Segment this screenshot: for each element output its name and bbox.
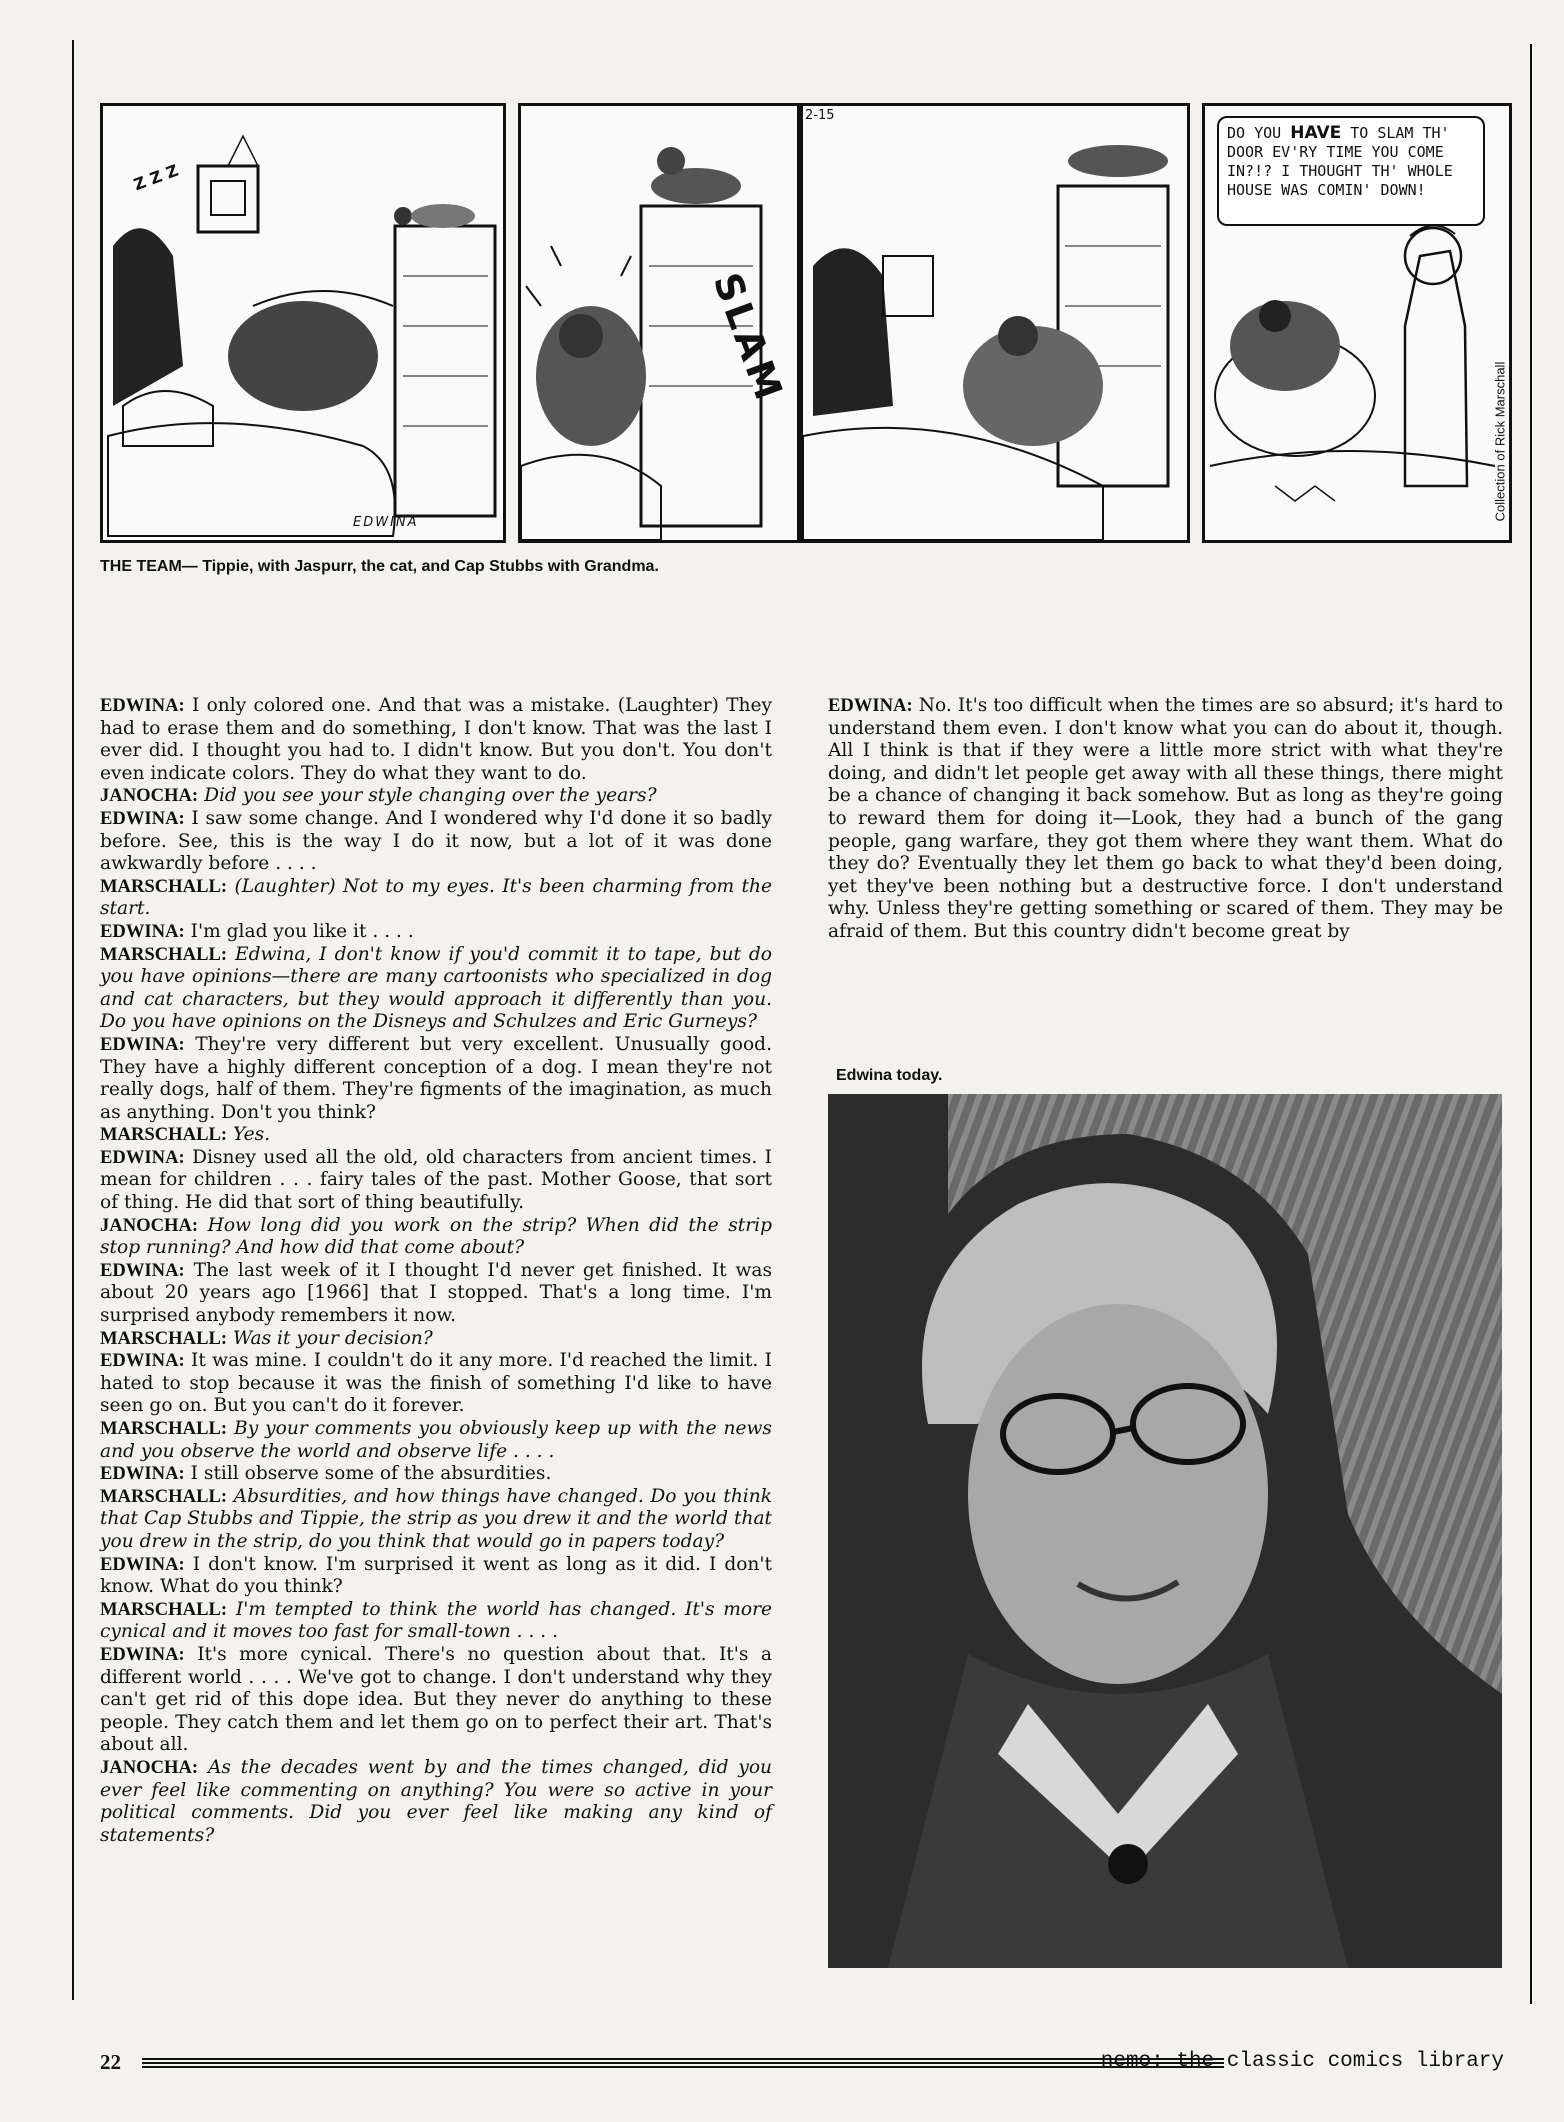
comic-panel-4 — [1202, 103, 1512, 543]
comic-strip — [100, 103, 1512, 543]
interview-paragraph — [100, 1350, 772, 1418]
speech-text: As the decades went by and the times changed, did you ever feel like commenting on anything? You were so active in your political comments. Did you ever feel like making any kind of statements? — [100, 1756, 772, 1846]
speech-text: The last week of it I thought I'd never get finished. It was about 20 years ago [1966] that I stopped. That's a long time. I'm surprised anybody remembers it now. — [100, 1259, 772, 1327]
interview-column-left — [100, 695, 772, 1847]
interview-paragraph — [100, 1418, 772, 1463]
speaker-label: EDWINA: — [100, 1643, 185, 1665]
portrait-illustration — [828, 1094, 1502, 1968]
page-footer — [100, 2050, 1512, 2080]
panel-3-art — [803, 106, 1187, 540]
interview-paragraph — [100, 1215, 772, 1260]
snore-text: Z Z Z — [131, 160, 181, 195]
speaker-label: EDWINA: — [100, 1033, 185, 1055]
interview-paragraph — [100, 785, 772, 808]
speech-text: I saw some change. And I wondered why I'd done it so badly before. See, this is the way I do it now, but a lot of it was done awkwardly before . . . . — [100, 807, 772, 875]
speaker-label: MARSCHALL: — [100, 1124, 228, 1146]
speech-text: Yes. — [232, 1124, 271, 1146]
balloon-text-post: TO SLAM TH' DOOR EV'RY TIME YOU COME IN?!? I THOUGHT TH' WHOLE HOUSE WAS COMIN' DOWN! — [1227, 124, 1453, 199]
speech-text: I only colored one. And that was a mistake. (Laughter) They had to erase them and do something, I don't know. That was the last I ever did. I thought you had to. I didn't know. But you don't. You don't even indicate colors. They do what they want to do. — [100, 695, 772, 784]
interview-paragraph — [100, 1463, 772, 1486]
speaker-label: MARSCHALL: — [100, 943, 228, 965]
interview-paragraph — [100, 808, 772, 876]
speech-text: They're very different but very excellent. Unusually good. They have a highly different conception of a dog. I mean they're not really dogs, half of them. They're figments of the imagination, as much as anything. Don't you think? — [100, 1033, 772, 1123]
comic-panel-3 — [800, 103, 1190, 543]
speaker-label: JANOCHA: — [100, 1756, 199, 1778]
speaker-label: EDWINA: — [100, 1553, 185, 1575]
interview-paragraph — [100, 1147, 772, 1215]
interview-paragraph — [100, 1644, 772, 1757]
interview-paragraph — [100, 1034, 772, 1124]
speaker-label: MARSCHALL: — [100, 1327, 228, 1349]
speaker-label: JANOCHA: — [100, 1214, 199, 1236]
speech-text: I don't know. I'm surprised it went as long as it did. I don't know. What do you think? — [100, 1553, 772, 1598]
credit-line — [1489, 336, 1511, 543]
artist-signature: EDWINA — [353, 515, 419, 530]
speaker-label: MARSCHALL: — [100, 875, 228, 897]
speaker-label: MARSCHALL: — [100, 1598, 228, 1620]
interview-paragraph — [100, 944, 772, 1034]
interview-paragraph — [100, 1124, 772, 1147]
speaker-label: EDWINA: — [100, 1350, 185, 1372]
speaker-label: EDWINA: — [100, 1463, 185, 1485]
publication-title: nemo: the classic comics library — [1100, 2050, 1504, 2073]
balloon-text-emphasis: HAVE — [1290, 123, 1342, 143]
interview-paragraph — [100, 1599, 772, 1644]
photo-caption: Edwina today. — [836, 1067, 943, 1084]
speaker-label: MARSCHALL: — [100, 1418, 228, 1439]
speaker-label: EDWINA: — [100, 1259, 185, 1281]
strip-date: 2-15 — [805, 108, 835, 123]
interview-paragraph — [100, 1757, 772, 1847]
comic-panel-1 — [100, 103, 506, 543]
speaker-label: EDWINA: — [828, 695, 913, 716]
interview-paragraph — [100, 1260, 772, 1328]
speech-text: It's more cynical. There's no question about that. It's a different world . . . . We've got to change. I don't understand why they can't get rid of this dope idea. But they never do anything to these people. They catch them and let them go on to perfect their art. That's about all. — [100, 1643, 772, 1756]
speech-text: By your comments you obviously keep up with the news and you observe the world and observe life . . . . — [100, 1418, 772, 1462]
speech-balloon — [1217, 116, 1485, 226]
speech-text: Did you see your style changing over the years? — [204, 785, 657, 807]
credit-text: Collection of Rick Marschall — [1492, 361, 1508, 521]
speech-text: No. It's too difficult when the times are so absurd; it's hard to understand them even. I don't know what you can do about it, though. All I think is that if they were a little more strict with what they're doing, and didn't let people get away with all these things, there might be a chance of changing it back somehow. But as long as they're going to reward them for doing it—Look, they had a bunch of the gang people, gang warfare, they got them where they want them. What do they do? Eventually they let them go back to what they'd been doing, yet they've been nothing but a destructive force. I don't understand why. Unless they're getting something or scared of them. They may be afraid of them. But this country didn't become great by — [828, 695, 1503, 942]
speech-text: Was it your decision? — [232, 1327, 433, 1349]
interview-paragraph — [100, 876, 772, 921]
strip-caption: THE TEAM— Tippie, with Jaspurr, the cat, and Cap Stubbs with Grandma. — [100, 558, 659, 575]
interview-paragraph — [100, 1554, 772, 1599]
interview-column-right — [828, 695, 1503, 944]
interview-paragraph — [100, 1328, 772, 1351]
sound-effect: SLAM — [704, 267, 793, 409]
speaker-label: JANOCHA: — [100, 785, 199, 807]
interview-paragraph — [100, 921, 772, 944]
comic-panel-2 — [518, 103, 800, 543]
speech-text: Edwina, I don't know if you'd commit it to tape, but do you have opinions—there are many cartoonists who specialized in dog and cat characters, but they would approach it differently than you. Do you have opinions on the Disneys and Schulzes and Eric Gurneys? — [100, 943, 772, 1033]
speech-text: I'm tempted to think the world has changed. It's more cynical and it moves too fast for small-town . . . . — [100, 1598, 772, 1643]
speaker-label: MARSCHALL: — [100, 1485, 228, 1507]
speech-text: Absurdities, and how things have changed. Do you think that Cap Stubbs and Tippie, the strip as you drew it and the world that you drew in the strip, do you think that would go in papers today? — [100, 1485, 772, 1552]
speech-text: I still observe some of the absurdities. — [190, 1463, 552, 1485]
interview-paragraph — [100, 695, 772, 785]
balloon-text-pre: DO YOU — [1227, 124, 1282, 142]
speaker-label: EDWINA: — [100, 695, 185, 716]
speaker-label: EDWINA: — [100, 1146, 185, 1168]
speech-text: Disney used all the old, old characters from ancient times. I mean for children . . . fairy tales of the past. Mother Goose, that sort of thing. He did that sort of thing beautifully. — [100, 1146, 772, 1214]
right-margin-rule — [1530, 44, 1532, 2004]
speaker-label: EDWINA: — [100, 807, 185, 829]
page-number: 22 — [100, 2050, 121, 2074]
speaker-label: EDWINA: — [100, 920, 185, 942]
interview-paragraph — [100, 1486, 772, 1554]
interview-paragraph — [828, 695, 1503, 944]
footer-rule — [142, 2058, 1224, 2072]
speech-text: I'm glad you like it . . . . — [190, 920, 414, 942]
left-margin-rule — [72, 40, 74, 2000]
speech-text: (Laughter) Not to my eyes. It's been charming from the start. — [100, 875, 772, 920]
portrait-photo — [828, 1094, 1502, 1968]
speech-text: It was mine. I couldn't do it any more. I'd reached the limit. I hated to stop because it was the finish of something I'd like to have seen go on. But you can't do it forever. — [100, 1350, 772, 1417]
speech-text: How long did you work on the strip? When did the strip stop running? And how did that come about? — [100, 1214, 772, 1259]
